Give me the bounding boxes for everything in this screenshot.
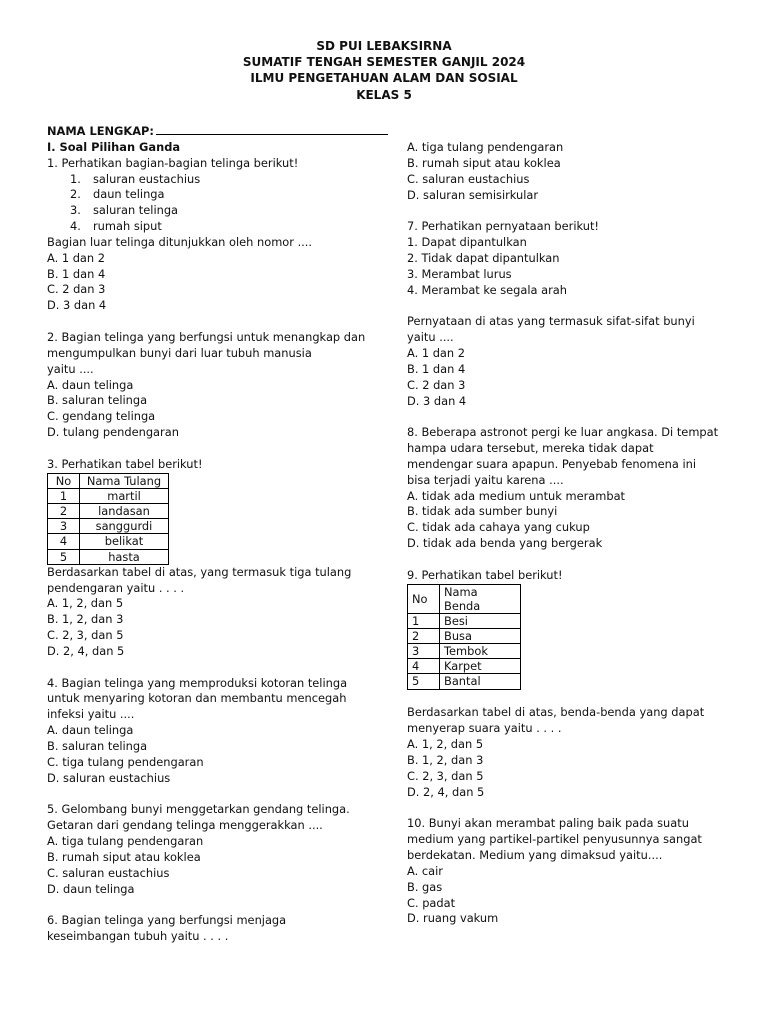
question-4 xyxy=(47,676,382,787)
option-b: B. 1 dan 4 xyxy=(47,266,106,281)
question-stem: bisa terjadi yaitu karena .... xyxy=(407,472,564,487)
question-stem: 9. Perhatikan tabel berikut! xyxy=(407,567,563,582)
subject-title: ILMU PENGETAHUAN ALAM DAN SOSIAL xyxy=(250,71,518,86)
option-b: B. rumah siput atau koklea xyxy=(47,849,201,864)
question-stem: Getaran dari gendang telinga menggerakkan .... xyxy=(47,818,323,833)
question-9 xyxy=(407,568,732,801)
list-item: 2. daun telinga xyxy=(70,187,165,202)
option-d: D. 3 dan 4 xyxy=(47,298,107,313)
table-row: 2 landasan xyxy=(48,503,169,518)
question-stem: yaitu .... xyxy=(47,361,94,376)
option-d: D. ruang vakum xyxy=(407,911,499,926)
question-10 xyxy=(407,816,732,927)
question-8 xyxy=(407,425,732,552)
table-row: 4 belikat xyxy=(48,534,169,549)
option-d: D. 2, 4, dan 5 xyxy=(47,643,125,658)
option-c: C. 2, 3, dan 5 xyxy=(407,768,484,783)
question-stem: 7. Perhatikan pernyataan berikut! xyxy=(407,219,599,234)
option-a: A. 1, 2, dan 5 xyxy=(47,596,124,611)
grade-title: KELAS 5 xyxy=(356,87,412,102)
question-stem: hampa udara tersebut, mereka tidak dapat xyxy=(407,441,654,456)
option-b: B. gas xyxy=(407,879,443,894)
option-d: D. tulang pendengaran xyxy=(47,425,179,440)
question-stem: 2. Bagian telinga yang berfungsi untuk menangkap dan xyxy=(47,329,366,344)
question-2 xyxy=(47,330,382,441)
right-column xyxy=(407,140,732,927)
question-stem: medium yang partikel-partikel penyusunnya sangat xyxy=(407,832,702,847)
question-stem: infeksi yaitu .... xyxy=(47,707,135,722)
question-prompt: Pernyataan di atas yang termasuk sifat-sifat bunyi xyxy=(407,314,695,329)
option-a: A. tiga tulang pendengaran xyxy=(47,834,204,849)
name-field xyxy=(47,124,382,140)
option-c: C. saluran eustachius xyxy=(407,171,530,186)
option-c: C. 2, 3, dan 5 xyxy=(47,628,124,643)
table-row: 3 Tembok xyxy=(408,644,521,659)
option-b: B. rumah siput atau koklea xyxy=(407,155,561,170)
table-header-row xyxy=(48,473,169,488)
school-name: SD PUI LEBAKSIRNA xyxy=(316,39,452,53)
question-stem: 1. Perhatikan bagian-bagian telinga berikut! xyxy=(47,155,299,170)
option-c: C. 2 dan 3 xyxy=(47,282,106,297)
question-stem: mengumpulkan bunyi dari luar tubuh manusia xyxy=(47,345,312,360)
question-prompt: Bagian luar telinga ditunjukkan oleh nomor .... xyxy=(47,234,313,249)
question-stem: mendengar suara apapun. Penyebab fenomena ini xyxy=(407,456,696,471)
option-b: B. 1 dan 4 xyxy=(407,361,466,376)
question-prompt: Berdasarkan tabel di atas, yang termasuk tiga tulang xyxy=(47,564,352,579)
table-row: 5 Bantal xyxy=(408,674,521,689)
option-c: C. padat xyxy=(407,895,456,910)
option-d: D. saluran semisirkular xyxy=(407,187,539,202)
option-d: D. daun telinga xyxy=(47,881,135,896)
option-b: B. 1, 2, dan 3 xyxy=(407,752,484,767)
table-row: 1 Besi xyxy=(408,613,521,628)
question-stem: 4. Bagian telinga yang memproduksi kotoran telinga xyxy=(47,675,348,690)
table-header-row xyxy=(408,584,521,613)
question-5 xyxy=(47,802,382,897)
statement-item: 1. Dapat dipantulkan xyxy=(407,235,527,250)
question-stem: 5. Gelombang bunyi menggetarkan gendang telinga. xyxy=(47,802,350,817)
option-c: C. tiga tulang pendengaran xyxy=(47,754,204,769)
question-6-options xyxy=(407,140,732,203)
column-header: No xyxy=(408,584,440,613)
question-stem: berdekatan. Medium yang dimaksud yaitu.... xyxy=(407,848,663,862)
table-row: 4 Karpet xyxy=(408,659,521,674)
table-row: 2 Busa xyxy=(408,628,521,643)
option-d: D. 3 dan 4 xyxy=(407,393,467,408)
column-header: Nama Benda xyxy=(440,584,521,613)
option-d: D. 2, 4, dan 5 xyxy=(407,784,485,799)
table-row: 1 martil xyxy=(48,488,169,503)
option-c: C. gendang telinga xyxy=(47,409,156,424)
statement-item: 3. Merambat lurus xyxy=(407,266,512,281)
question-stem: 8. Beberapa astronot pergi ke luar angkasa. Di tempat xyxy=(407,425,719,440)
column-header: Nama Tulang xyxy=(80,473,169,488)
question-7 xyxy=(407,219,732,409)
question-prompt: Berdasarkan tabel di atas, benda-benda yang dapat xyxy=(407,705,705,720)
list-item: 3. saluran telinga xyxy=(70,203,179,218)
option-a: A. daun telinga xyxy=(47,723,134,738)
question-prompt: pendengaran yaitu . . . . xyxy=(47,580,185,595)
question-stem: untuk menyaring kotoran dan membantu mencegah xyxy=(47,691,347,706)
question-stem: 10. Bunyi akan merambat paling baik pada suatu xyxy=(407,816,689,831)
document-header xyxy=(0,38,768,103)
option-c: C. 2 dan 3 xyxy=(407,377,466,392)
option-d: D. tidak ada benda yang bergerak xyxy=(407,536,603,551)
option-c: C. tidak ada cahaya yang cukup xyxy=(407,520,590,535)
option-a: A. 1, 2, dan 5 xyxy=(407,737,484,752)
name-blank-line xyxy=(156,124,388,135)
option-c: C. saluran eustachius xyxy=(47,865,170,880)
question-prompt: menyerap suara yaitu . . . . xyxy=(407,721,562,736)
option-a: A. tidak ada medium untuk merambat xyxy=(407,488,626,503)
question-prompt: yaitu .... xyxy=(407,330,454,345)
list-item: 4. rumah siput xyxy=(70,219,162,234)
option-a: A. 1 dan 2 xyxy=(47,250,105,265)
question-3 xyxy=(47,457,382,660)
left-column xyxy=(47,124,382,945)
question-stem: keseimbangan tubuh yaitu . . . . xyxy=(47,929,229,944)
option-d: D. saluran eustachius xyxy=(47,770,171,785)
table-row: 5 hasta xyxy=(48,549,169,564)
statement-item: 2. Tidak dapat dipantulkan xyxy=(407,250,560,265)
question-stem: 3. Perhatikan tabel berikut! xyxy=(47,456,203,471)
name-label: NAMA LENGKAP: xyxy=(47,124,154,138)
option-a: A. 1 dan 2 xyxy=(407,345,465,360)
question-stem: 6. Bagian telinga yang berfungsi menjaga xyxy=(47,913,287,928)
object-table xyxy=(407,584,521,690)
option-a: A. cair xyxy=(407,863,443,878)
section-title: I. Soal Pilihan Ganda xyxy=(47,139,181,154)
exam-title: SUMATIF TENGAH SEMESTER GANJIL 2024 xyxy=(242,55,526,70)
option-b: B. saluran telinga xyxy=(47,738,148,753)
table-row: 3 sanggurdi xyxy=(48,519,169,534)
option-a: A. tiga tulang pendengaran xyxy=(407,140,564,154)
option-a: A. daun telinga xyxy=(47,377,134,392)
option-b: B. 1, 2, dan 3 xyxy=(47,612,124,627)
column-header: No xyxy=(48,473,80,488)
statement-item: 4. Merambat ke segala arah xyxy=(407,282,567,297)
option-b: B. tidak ada sumber bunyi xyxy=(407,504,558,519)
list-item: 1. saluran eustachius xyxy=(70,171,201,186)
bone-table xyxy=(47,473,169,565)
question-6-stem xyxy=(47,913,382,945)
option-b: B. saluran telinga xyxy=(47,393,148,408)
question-1 xyxy=(47,156,382,314)
